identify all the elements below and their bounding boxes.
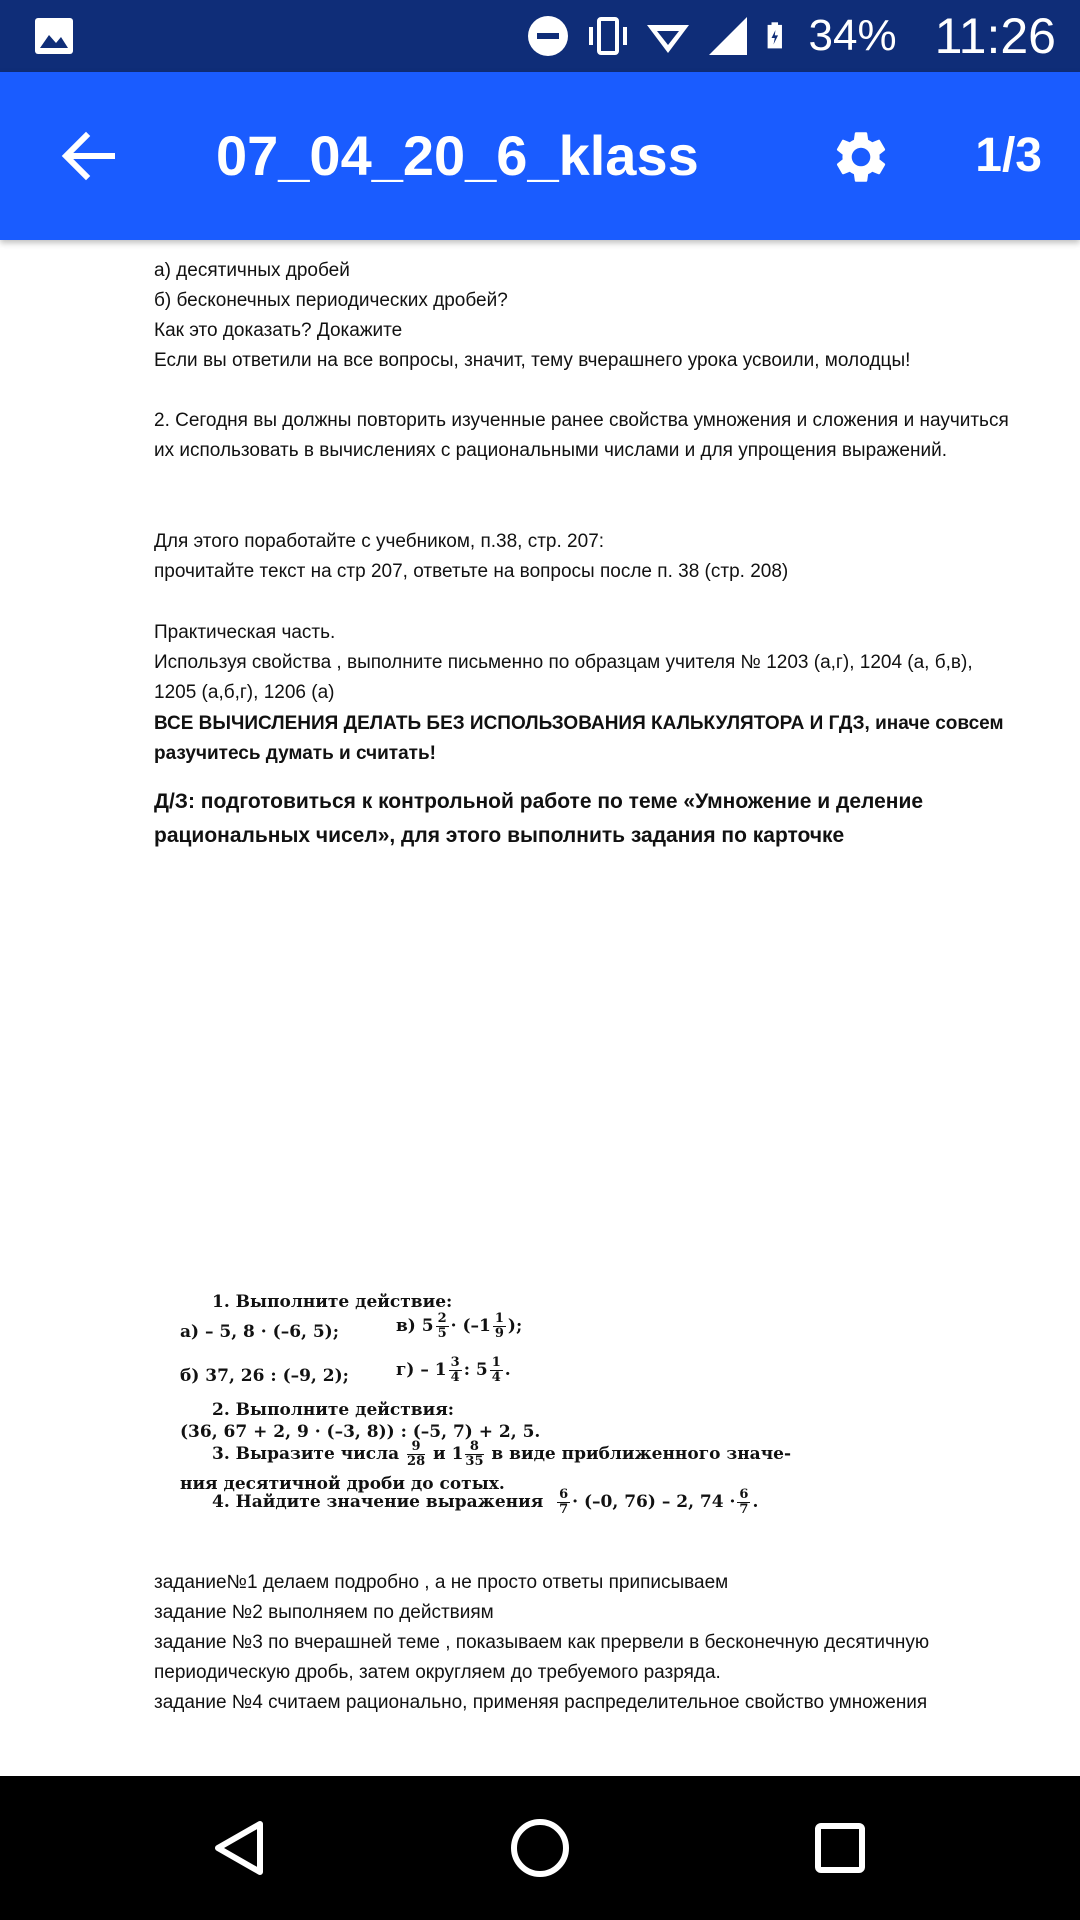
doc-line: Если вы ответили на все вопросы, значит, тему вчерашнего урока усвоили, молодцы! (154, 350, 911, 371)
task3-line2: ния десятичной дроби до сотых. (180, 1474, 505, 1494)
task1-g: г) – 1 $\frac{3}{4}$ : 5 $\frac{1}{4}$ . (396, 1355, 511, 1385)
task4: 4. Найдите значение выражения $\frac{6}{7}$ · (–0, 76) – 2, 74 · $\frac{6}{7}$ . (212, 1487, 759, 1517)
note-line: задание №2 выполняем по действиям (154, 1602, 494, 1623)
note-paragraph: задание №3 по вчерашней теме , показываем как прервели в бесконечную десятичную периодическую дробь, затем округляем до требуемого разряда. (154, 1632, 930, 1683)
home-circle-icon[interactable] (504, 1812, 576, 1884)
note-line: задание№1 делаем подробно , а не просто ответы приписываем (154, 1572, 729, 1593)
recents-square-icon[interactable] (804, 1812, 876, 1884)
task1-title: 1. Выполните действие: (212, 1292, 453, 1312)
note-line: задание №4 считаем рационально, применяя распределительное свойство умножения (154, 1692, 928, 1713)
homework-paragraph: Д/З: подготовиться к контрольной работе по теме «Умножение и деление рациональных чисел», для этого выполнить задания по карточке (154, 790, 924, 847)
clock: 11:26 (934, 8, 1056, 64)
doc-paragraph: 2. Сегодня вы должны повторить изученные ранее свойства умножения и сложения и научиться их использовать в вычислениях с рациональными числами и для упрощения выражений. (154, 410, 1009, 461)
gallery-icon (34, 17, 74, 55)
arrow-back-icon[interactable] (56, 124, 120, 188)
navigation-bar (0, 1776, 1080, 1920)
task2-expr: (36, 67 + 2, 9 · (–3, 8)) : (–5, 7) + 2, 5. (180, 1422, 541, 1442)
do-not-disturb-icon (525, 13, 571, 59)
battery-charging-icon (765, 13, 795, 59)
document-title: 07_04_20_6_klass (216, 124, 699, 187)
gear-icon[interactable] (830, 126, 892, 188)
doc-line: Для этого поработайте с учебником, п.38, стр. 207: (154, 531, 605, 552)
battery-level: 34% (808, 11, 897, 60)
task1-a: а) – 5, 8 · (–6, 5); (180, 1322, 340, 1342)
task3-line1: 3. Выразите числа $\frac{9}{28}$ и 1 $\frac{8}{35}$ в виде приближенного значе- (212, 1439, 792, 1469)
task1-v: в) 5 $\frac{2}{5}$ · (–1 $\frac{1}{9}$ ); (396, 1311, 523, 1341)
document-page[interactable] (0, 240, 1080, 1776)
wifi-icon (645, 13, 691, 59)
doc-line: Практическая часть. (154, 622, 336, 643)
app-bar (0, 72, 1080, 240)
back-triangle-icon[interactable] (204, 1812, 276, 1884)
doc-line: а) десятичных дробей (154, 260, 350, 281)
doc-line: Как это доказать? Докажите (154, 320, 403, 341)
doc-paragraph: Используя свойства , выполните письменно по образцам учителя № 1203 (а,г), 1204 (а, б,в), 1205 (а,б,г), 1206 (а) (154, 652, 973, 703)
page-indicator[interactable]: 1/3 (975, 129, 1042, 182)
vibrate-icon (585, 13, 631, 59)
doc-line: б) бесконечных периодических дробей? (154, 290, 508, 311)
signal-icon (705, 13, 751, 59)
status-bar (0, 0, 1080, 72)
warning-paragraph: ВСЕ ВЫЧИСЛЕНИЯ ДЕЛАТЬ БЕЗ ИСПОЛЬЗОВАНИЯ КАЛЬКУЛЯТОРА И ГДЗ, иначе совсем разучитесь думать и считать! (154, 713, 1004, 764)
doc-line: прочитайте текст на стр 207, ответьте на вопросы после п. 38 (стр. 208) (154, 561, 789, 582)
task1-b: б) 37, 26 : (–9, 2); (180, 1366, 349, 1386)
task2-title: 2. Выполните действия: (212, 1400, 455, 1420)
